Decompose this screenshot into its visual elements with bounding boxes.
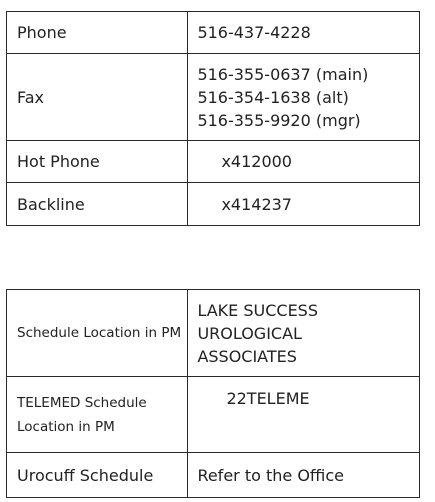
backline-row <box>7 183 420 226</box>
phone-row <box>7 12 420 54</box>
schedule-location-line: LAKE SUCCESS <box>197 300 318 320</box>
phone-label: Phone <box>7 12 188 54</box>
fax-values <box>188 54 420 141</box>
phone-value: 516-437-4228 <box>188 12 420 54</box>
fax-alt-number: 516-354-1638 (alt) <box>197 87 349 107</box>
schedule-location-value <box>188 290 420 377</box>
schedule-location-row <box>7 290 420 377</box>
fax-row <box>7 54 420 141</box>
urocuff-schedule-label: Urocuff Schedule <box>7 453 188 498</box>
telemed-schedule-value: 22TELEME <box>188 377 420 453</box>
fax-mgr-number: 516-355-9920 (mgr) <box>197 110 361 130</box>
schedule-location-line: ASSOCIATES <box>197 346 297 366</box>
telemed-schedule-row <box>7 377 420 453</box>
schedule-location-line: UROLOGICAL <box>197 323 302 343</box>
urocuff-schedule-row <box>7 453 420 498</box>
fax-main-number: 516-355-0637 (main) <box>197 64 369 84</box>
hot-phone-label: Hot Phone <box>7 141 188 183</box>
hot-phone-row <box>7 141 420 183</box>
contact-info-table <box>6 11 420 226</box>
urocuff-schedule-value: Refer to the Office <box>188 453 420 498</box>
telemed-schedule-label: TELEMED Schedule Location in PM <box>7 377 188 453</box>
fax-label: Fax <box>7 54 188 141</box>
backline-value: x414237 <box>188 183 420 226</box>
schedule-location-label: Schedule Location in PM <box>7 290 188 377</box>
hot-phone-value: x412000 <box>188 141 420 183</box>
backline-label: Backline <box>7 183 188 226</box>
schedule-info-table <box>6 289 420 498</box>
